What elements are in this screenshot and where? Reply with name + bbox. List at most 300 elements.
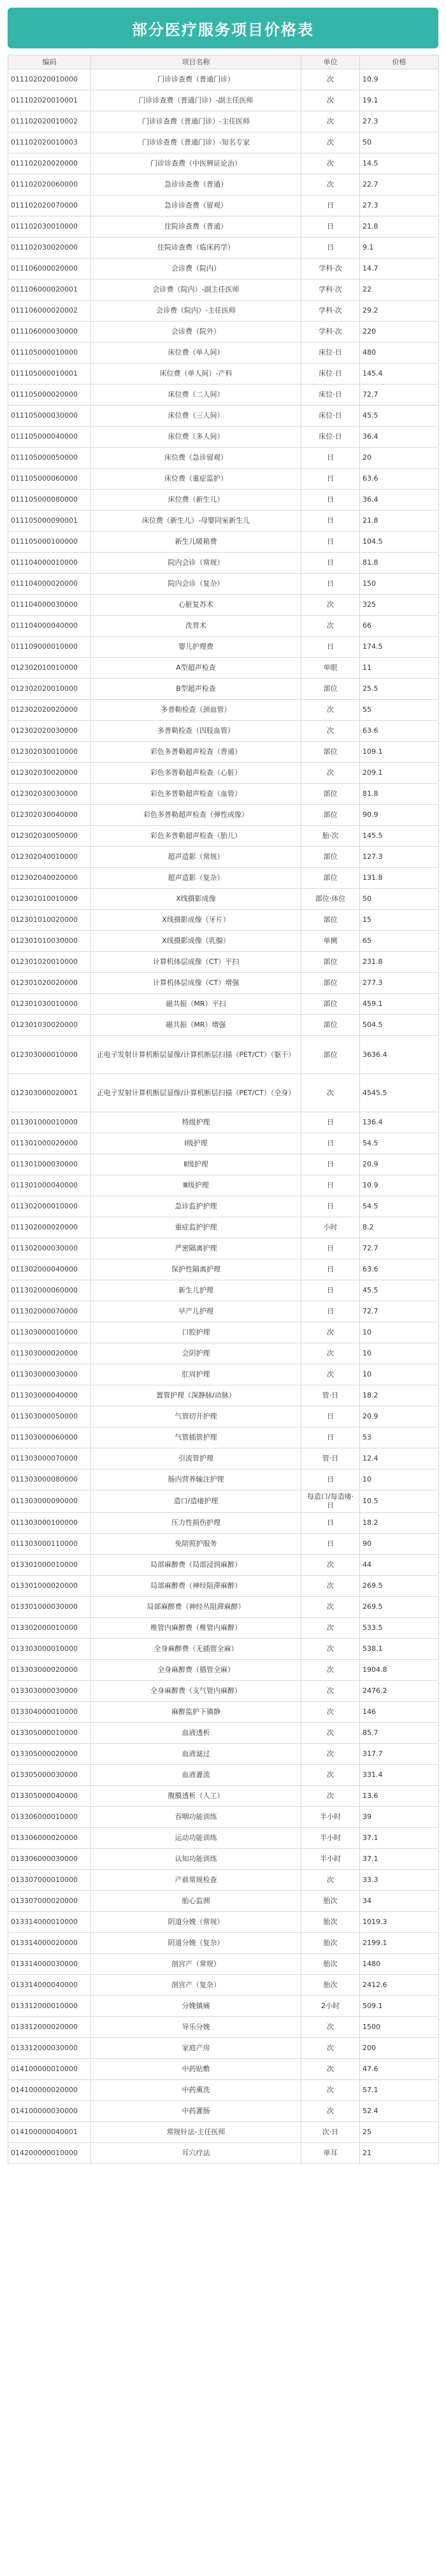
item-name-cell: 血液滤过: [91, 1744, 301, 1765]
item-name-cell: 彩色多普勒超声检查（普通）: [91, 742, 301, 763]
table-row: [8, 1996, 439, 2017]
unit-cell: 次: [301, 69, 360, 90]
item-name-cell: 耳穴疗法: [91, 2143, 301, 2164]
unit-cell: 次: [301, 2017, 360, 2038]
table-row: [8, 132, 439, 153]
item-name-cell: 保护性隔离护理: [91, 1259, 301, 1280]
unit-cell: 日: [301, 1133, 360, 1154]
item-name-cell: 气管插管护理: [91, 1427, 301, 1448]
item-name-cell: 中药贴敷: [91, 2059, 301, 2080]
table-row: [8, 1448, 439, 1469]
unit-cell: 次: [301, 1074, 360, 1112]
unit-cell: 次: [301, 1681, 360, 1702]
unit-cell: 日: [301, 511, 360, 532]
code-cell: 012302030040000: [8, 805, 91, 826]
price-cell: 21.8: [360, 216, 439, 237]
code-cell: 013303000030000: [8, 1681, 91, 1702]
price-cell: 131.8: [360, 868, 439, 889]
code-cell: 011106000020002: [8, 301, 91, 322]
code-cell: 012302040010000: [8, 847, 91, 868]
table-row: [8, 2080, 439, 2101]
unit-cell: 日: [301, 1427, 360, 1448]
unit-cell: 次: [301, 1702, 360, 1723]
table-row: [8, 1765, 439, 1786]
item-name-cell: 局部麻醉费（神经丛阻滞麻醉）: [91, 1597, 301, 1618]
header-code: 编码: [8, 55, 91, 69]
code-cell: 014100000040001: [8, 2122, 91, 2143]
table-row: [8, 595, 439, 616]
table-row: [8, 1639, 439, 1660]
code-cell: 013312000020000: [8, 2017, 91, 2038]
code-cell: 012301020010000: [8, 952, 91, 973]
price-cell: 27.3: [360, 195, 439, 216]
table-row: [8, 721, 439, 742]
item-name-cell: B型超声检查: [91, 679, 301, 700]
price-cell: 45.5: [360, 406, 439, 427]
unit-cell: 部位: [301, 1015, 360, 1036]
title-banner: [8, 8, 438, 48]
unit-cell: 次: [301, 1576, 360, 1597]
unit-cell: 学科·次: [301, 322, 360, 343]
table-row: [8, 994, 439, 1015]
price-cell: 72.7: [360, 1301, 439, 1322]
price-cell: 81.8: [360, 553, 439, 574]
price-cell: 25: [360, 2122, 439, 2143]
unit-cell: 日: [301, 1534, 360, 1555]
unit-cell: 日: [301, 237, 360, 258]
item-name-cell: Ⅰ级护理: [91, 1133, 301, 1154]
unit-cell: 日: [301, 1513, 360, 1534]
unit-cell: 床位·日: [301, 364, 360, 385]
code-cell: 013303000020000: [8, 1660, 91, 1681]
table-row: [8, 90, 439, 111]
code-cell: 011303000100000: [8, 1513, 91, 1534]
item-name-cell: 造口/造瘘护理: [91, 1490, 301, 1513]
code-cell: 012302020020000: [8, 700, 91, 721]
code-cell: 011104000030000: [8, 595, 91, 616]
code-cell: 013304000010000: [8, 1702, 91, 1723]
unit-cell: 床位·日: [301, 406, 360, 427]
item-name-cell: X线摄影成像: [91, 889, 301, 910]
unit-cell: 部位: [301, 847, 360, 868]
code-cell: 013312000010000: [8, 1996, 91, 2017]
unit-cell: 床位·日: [301, 427, 360, 448]
price-cell: 538.1: [360, 1639, 439, 1660]
price-cell: 209.1: [360, 763, 439, 784]
unit-cell: 次: [301, 1618, 360, 1639]
item-name-cell: 新生儿护理: [91, 1280, 301, 1301]
item-name-cell: 胎心监测: [91, 1891, 301, 1912]
item-name-cell: 中药灌肠: [91, 2101, 301, 2122]
table-row: [8, 1385, 439, 1406]
unit-cell: 部位: [301, 868, 360, 889]
code-cell: 013301000020000: [8, 1576, 91, 1597]
item-name-cell: 血液透析: [91, 1723, 301, 1744]
price-cell: 18.2: [360, 1513, 439, 1534]
table-row: [8, 2038, 439, 2059]
table-row: [8, 1217, 439, 1238]
table-row: [8, 826, 439, 847]
item-name-cell: 床位费（重症监护）: [91, 469, 301, 490]
table-row: [8, 2059, 439, 2080]
unit-cell: 单眼: [301, 658, 360, 679]
price-cell: 104.5: [360, 532, 439, 553]
unit-cell: 日: [301, 553, 360, 574]
code-cell: 011302000060000: [8, 1280, 91, 1301]
unit-cell: 小时: [301, 1217, 360, 1238]
table-row: [8, 1427, 439, 1448]
table-row: [8, 1681, 439, 1702]
code-cell: 011301000040000: [8, 1175, 91, 1196]
code-cell: 011106000030000: [8, 322, 91, 343]
price-cell: 14.5: [360, 153, 439, 174]
price-cell: 231.8: [360, 952, 439, 973]
unit-cell: 次: [301, 1723, 360, 1744]
unit-cell: 次: [301, 1639, 360, 1660]
item-name-cell: 局部麻醉费（局部浸润麻醉）: [91, 1555, 301, 1576]
table-row: [8, 952, 439, 973]
code-cell: 014200000010000: [8, 2143, 91, 2164]
price-cell: 22.7: [360, 174, 439, 195]
table-row: [8, 385, 439, 406]
table-row: [8, 637, 439, 658]
unit-cell: 次: [301, 595, 360, 616]
unit-cell: 胎·次: [301, 826, 360, 847]
price-cell: 45.5: [360, 1280, 439, 1301]
item-name-cell: 剖宫产（常规）: [91, 1954, 301, 1975]
table-row: [8, 1975, 439, 1996]
price-cell: 317.7: [360, 1744, 439, 1765]
code-cell: 011102020060000: [8, 174, 91, 195]
code-cell: 011105000090001: [8, 511, 91, 532]
unit-cell: 部位: [301, 973, 360, 994]
item-name-cell: 肠内营养输注护理: [91, 1469, 301, 1490]
code-cell: 012302040020000: [8, 868, 91, 889]
code-cell: 013301000010000: [8, 1555, 91, 1576]
unit-cell: 日: [301, 574, 360, 595]
table-row: [8, 1343, 439, 1364]
table-row: [8, 427, 439, 448]
price-cell: 480: [360, 343, 439, 364]
table-row: [8, 2017, 439, 2038]
price-cell: 3636.4: [360, 1036, 439, 1074]
table-row: [8, 1618, 439, 1639]
code-cell: 013312000030000: [8, 2038, 91, 2059]
price-cell: 10: [360, 1469, 439, 1490]
code-cell: 012301020020000: [8, 973, 91, 994]
table-row: [8, 322, 439, 343]
code-cell: 011303000030000: [8, 1364, 91, 1385]
price-cell: 269.5: [360, 1576, 439, 1597]
table-row: [8, 784, 439, 805]
code-cell: 013314000020000: [8, 1933, 91, 1954]
item-name-cell: Ⅱ级护理: [91, 1154, 301, 1175]
price-cell: 331.4: [360, 1765, 439, 1786]
price-cell: 90.9: [360, 805, 439, 826]
price-cell: 36.4: [360, 427, 439, 448]
unit-cell: 部位: [301, 742, 360, 763]
price-cell: 22: [360, 280, 439, 301]
unit-cell: 学科·次: [301, 280, 360, 301]
item-name-cell: 床位费（新生儿）-母婴同室新生儿: [91, 511, 301, 532]
code-cell: 013307000020000: [8, 1891, 91, 1912]
code-cell: 011303000090000: [8, 1490, 91, 1513]
price-cell: 66: [360, 616, 439, 637]
unit-cell: 次: [301, 1322, 360, 1343]
price-cell: 72.7: [360, 385, 439, 406]
table-row: [8, 216, 439, 237]
unit-cell: 胎次: [301, 1975, 360, 1996]
item-name-cell: 剖宫产（复杂）: [91, 1975, 301, 1996]
table-row: [8, 237, 439, 258]
price-cell: 145.5: [360, 826, 439, 847]
table-row: [8, 679, 439, 700]
item-name-cell: 气管切开护理: [91, 1406, 301, 1427]
unit-cell: 日: [301, 195, 360, 216]
code-cell: 011105000020000: [8, 385, 91, 406]
table-row: [8, 1112, 439, 1133]
price-cell: 63.6: [360, 721, 439, 742]
table-row: [8, 763, 439, 784]
code-cell: 012302010010000: [8, 658, 91, 679]
item-name-cell: 超声造影（复杂）: [91, 868, 301, 889]
table-row: [8, 1555, 439, 1576]
price-cell: 37.1: [360, 1828, 439, 1849]
item-name-cell: 会阴护理: [91, 1343, 301, 1364]
price-cell: 2412.6: [360, 1975, 439, 1996]
code-cell: 011105000080000: [8, 490, 91, 511]
unit-cell: 次: [301, 174, 360, 195]
code-cell: 011106000020001: [8, 280, 91, 301]
table-body: [8, 69, 439, 2164]
unit-cell: 部位: [301, 994, 360, 1015]
code-cell: 011102030020000: [8, 237, 91, 258]
unit-cell: 胎次: [301, 1912, 360, 1933]
code-cell: 012301010030000: [8, 931, 91, 952]
item-name-cell: 会诊费（院内）-副主任医师: [91, 280, 301, 301]
table-row: [8, 1175, 439, 1196]
unit-cell: 日: [301, 216, 360, 237]
unit-cell: 次: [301, 90, 360, 111]
price-cell: 509.1: [360, 1996, 439, 2017]
code-cell: 013305000040000: [8, 1786, 91, 1807]
unit-cell: 日: [301, 1301, 360, 1322]
unit-cell: 日: [301, 532, 360, 553]
price-cell: 11: [360, 658, 439, 679]
item-name-cell: 中药熏洗: [91, 2080, 301, 2101]
item-name-cell: 免陪照护服务: [91, 1534, 301, 1555]
table-row: [8, 1891, 439, 1912]
unit-cell: 日: [301, 637, 360, 658]
code-cell: 014100000020000: [8, 2080, 91, 2101]
item-name-cell: 床位费（单人间）: [91, 343, 301, 364]
table-row: [8, 1469, 439, 1490]
item-name-cell: 门诊诊查费（普通门诊）: [91, 69, 301, 90]
unit-cell: 次: [301, 616, 360, 637]
item-name-cell: 心脏复苏术: [91, 595, 301, 616]
item-name-cell: X线摄影成像（乳腺）: [91, 931, 301, 952]
item-name-cell: 彩色多普勒超声检查（胎儿）: [91, 826, 301, 847]
price-cell: 146: [360, 1702, 439, 1723]
unit-cell: 部位: [301, 805, 360, 826]
table-row: [8, 1280, 439, 1301]
code-cell: 011302000020000: [8, 1217, 91, 1238]
item-name-cell: 产前常规检查: [91, 1870, 301, 1891]
table-row: [8, 2143, 439, 2164]
unit-cell: 部位: [301, 1036, 360, 1074]
code-cell: 012301030020000: [8, 1015, 91, 1036]
price-cell: 4545.5: [360, 1074, 439, 1112]
table-row: [8, 1133, 439, 1154]
price-cell: 14.7: [360, 258, 439, 280]
price-cell: 2199.1: [360, 1933, 439, 1954]
price-table: [8, 55, 439, 2164]
unit-cell: 次: [301, 700, 360, 721]
item-name-cell: 床位费（多人间）: [91, 427, 301, 448]
price-cell: 54.5: [360, 1133, 439, 1154]
code-cell: 011102020070000: [8, 195, 91, 216]
unit-cell: 管·日: [301, 1385, 360, 1406]
table-row: [8, 868, 439, 889]
unit-cell: 日: [301, 1469, 360, 1490]
unit-cell: 日: [301, 448, 360, 469]
unit-cell: 半小时: [301, 1849, 360, 1870]
code-cell: 014100000030000: [8, 2101, 91, 2122]
price-cell: 21: [360, 2143, 439, 2164]
item-name-cell: 认知功能训练: [91, 1849, 301, 1870]
unit-cell: 部位·体位: [301, 889, 360, 910]
price-cell: 10: [360, 1343, 439, 1364]
code-cell: 011105000040000: [8, 427, 91, 448]
code-cell: 013305000010000: [8, 1723, 91, 1744]
code-cell: 011302000070000: [8, 1301, 91, 1322]
price-cell: 53: [360, 1427, 439, 1448]
price-cell: 52.4: [360, 2101, 439, 2122]
table-row: [8, 742, 439, 763]
item-name-cell: 椎管内麻醉费（椎管内麻醉）: [91, 1618, 301, 1639]
price-cell: 145.4: [360, 364, 439, 385]
item-name-cell: 门诊诊查费（普通门诊）-知名专家: [91, 132, 301, 153]
table-row: [8, 1912, 439, 1933]
table-row: [8, 1807, 439, 1828]
price-cell: 65: [360, 931, 439, 952]
code-cell: 011302000040000: [8, 1259, 91, 1280]
table-row: [8, 1196, 439, 1217]
table-row: [8, 1786, 439, 1807]
unit-cell: 学科·次: [301, 258, 360, 280]
unit-cell: 日: [301, 1280, 360, 1301]
table-row: [8, 69, 439, 90]
code-cell: 011303000080000: [8, 1469, 91, 1490]
item-name-cell: 全身麻醉费（插管全麻）: [91, 1660, 301, 1681]
unit-cell: 单耳: [301, 2143, 360, 2164]
code-cell: 011102020010002: [8, 111, 91, 132]
table-row: [8, 553, 439, 574]
code-cell: 011301000020000: [8, 1133, 91, 1154]
item-name-cell: Ⅲ级护理: [91, 1175, 301, 1196]
code-cell: 012303000020001: [8, 1074, 91, 1112]
item-name-cell: 门诊诊查费（中医辨证论治）: [91, 153, 301, 174]
code-cell: 011105000010001: [8, 364, 91, 385]
item-name-cell: 院内会诊（常规）: [91, 553, 301, 574]
price-cell: 2476.2: [360, 1681, 439, 1702]
code-cell: 013306000010000: [8, 1807, 91, 1828]
unit-cell: 日: [301, 1259, 360, 1280]
price-cell: 127.3: [360, 847, 439, 868]
item-name-cell: 床位费（二人间）: [91, 385, 301, 406]
table-row: [8, 1576, 439, 1597]
price-cell: 37.1: [360, 1849, 439, 1870]
price-cell: 109.1: [360, 742, 439, 763]
item-name-cell: 局部麻醉费（神经阻滞麻醉）: [91, 1576, 301, 1597]
table-row: [8, 111, 439, 132]
unit-cell: 每造口/每造瘘·日: [301, 1490, 360, 1513]
code-cell: 012302020010000: [8, 679, 91, 700]
unit-cell: 次: [301, 2059, 360, 2080]
table-row: [8, 1364, 439, 1385]
code-cell: 011105000050000: [8, 448, 91, 469]
table-row: [8, 1702, 439, 1723]
table-row: [8, 1534, 439, 1555]
item-name-cell: 多普勒检查（颈血管）: [91, 700, 301, 721]
table-row: [8, 1723, 439, 1744]
header-unit: 单位: [301, 55, 360, 69]
code-cell: 011105000010000: [8, 343, 91, 364]
table-row: [8, 931, 439, 952]
item-name-cell: 会诊费（院内）: [91, 258, 301, 280]
code-cell: 011105000060000: [8, 469, 91, 490]
table-row: [8, 1154, 439, 1175]
price-cell: 10: [360, 1322, 439, 1343]
price-cell: 269.5: [360, 1597, 439, 1618]
code-cell: 013307000010000: [8, 1870, 91, 1891]
item-name-cell: 血液灌流: [91, 1765, 301, 1786]
code-cell: 011102020020000: [8, 153, 91, 174]
item-name-cell: 急诊监护护理: [91, 1196, 301, 1217]
price-cell: 504.5: [360, 1015, 439, 1036]
table-row: [8, 1744, 439, 1765]
unit-cell: 次·日: [301, 2122, 360, 2143]
table-row: [8, 2122, 439, 2143]
unit-cell: 床位·日: [301, 343, 360, 364]
price-cell: 21.8: [360, 511, 439, 532]
price-cell: 136.4: [360, 1112, 439, 1133]
item-name-cell: 门诊诊查费（普通门诊）-主任医师: [91, 111, 301, 132]
table-row: [8, 700, 439, 721]
item-name-cell: 计算机体层成像（CT）增强: [91, 973, 301, 994]
code-cell: 011303000110000: [8, 1534, 91, 1555]
item-name-cell: 重症监护护理: [91, 1217, 301, 1238]
price-cell: 10.5: [360, 1490, 439, 1513]
unit-cell: 床位·日: [301, 385, 360, 406]
code-cell: 011102020010000: [8, 69, 91, 90]
unit-cell: 胎次: [301, 1933, 360, 1954]
price-cell: 44: [360, 1555, 439, 1576]
item-name-cell: 洗胃术: [91, 616, 301, 637]
item-name-cell: 特级护理: [91, 1112, 301, 1133]
table-row: [8, 364, 439, 385]
item-name-cell: 肛周护理: [91, 1364, 301, 1385]
header-item-name: 项目名称: [91, 55, 301, 69]
item-name-cell: 床位费（三人间）: [91, 406, 301, 427]
code-cell: 013306000020000: [8, 1828, 91, 1849]
table-row: [8, 1259, 439, 1280]
item-name-cell: A型超声检查: [91, 658, 301, 679]
item-name-cell: 置管护理（深静脉/动脉）: [91, 1385, 301, 1406]
price-cell: 12.4: [360, 1448, 439, 1469]
code-cell: 012302030010000: [8, 742, 91, 763]
unit-cell: 次: [301, 763, 360, 784]
